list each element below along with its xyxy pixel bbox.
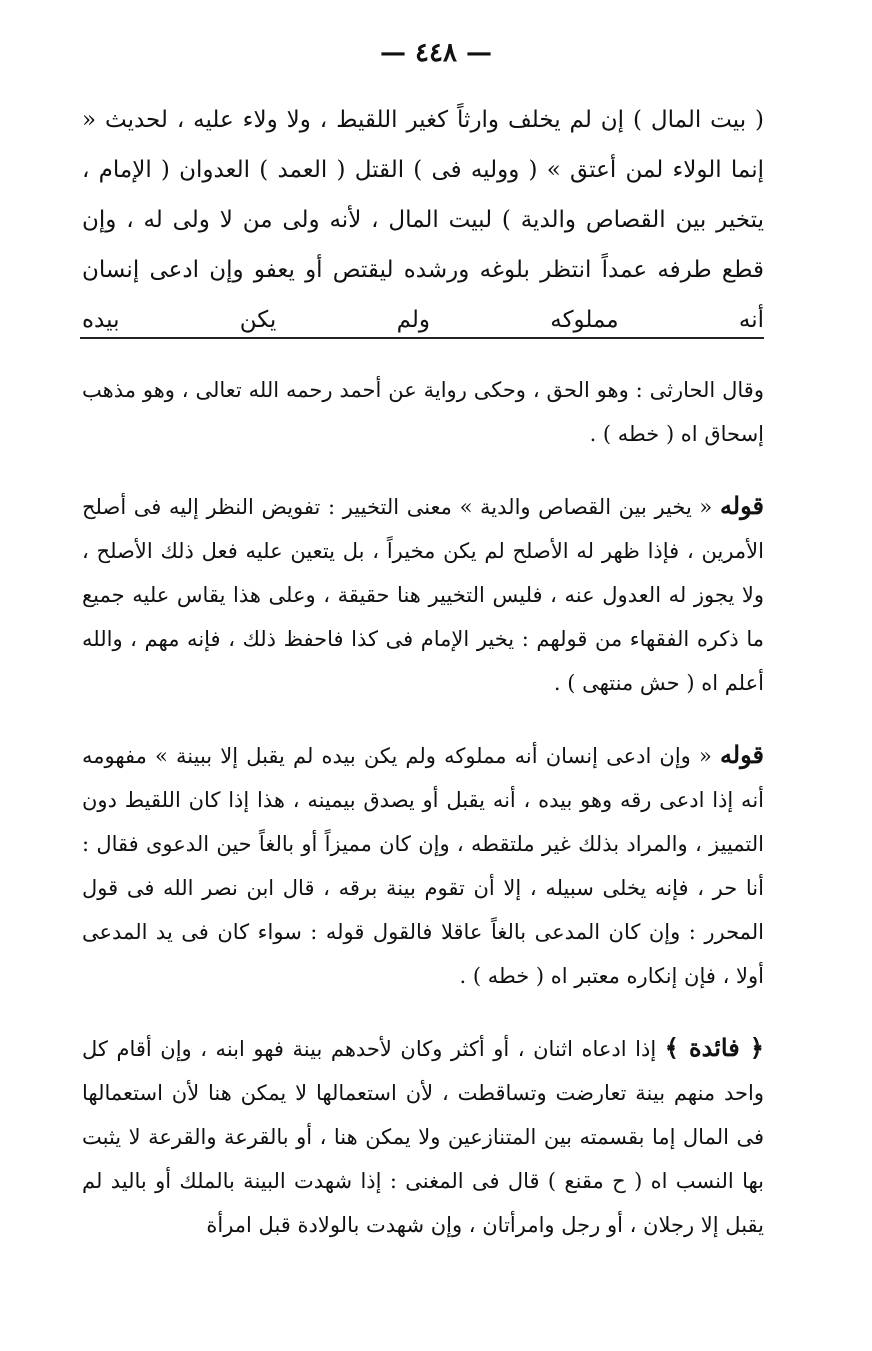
main-text-block: [82, 95, 764, 345]
footnote-2-lead: قوله: [719, 491, 764, 520]
footnote-4-lead: ﴿ فائدة ﴾: [664, 1033, 764, 1062]
footnote-1: [82, 368, 764, 456]
footnote-3: [82, 733, 764, 998]
page-number: — ٤٤٨ —: [379, 38, 493, 68]
footnote-3-lead: قوله: [719, 740, 764, 769]
footnotes-section: [82, 368, 764, 1275]
footnote-2-text: « يخير بين القصاص والدية » معنى التخيير : تفويض النظر إليه فى أصلح الأمرين ، فإذا ظهر له الأصلح لم يكن مخيراً ، بل يتعين عليه فعل ذلك الأصلح ، ولا يجوز له العدول عنه ، فليس التخيير هنا حقيقة ، وعلى هذا يقاس عليه جميع ما ذكره الفقهاء من قولهم : يخير الإمام فى كذا فاحفظ ذلك ، فإنه مهم ، والله أعلم اه ( حش منتهى ) .: [82, 495, 764, 695]
main-paragraph: ( بيت المال ) إن لم يخلف وارثاً كغير اللقيط ، ولا ولاء عليه ، لحديث « إنما الولاء لمن أعتق » ( ووليه فى ) القتل ( العمد ) العدوان ( الإمام ، يتخير بين القصاص والدية ) لبيت المال ، لأنه ولى من لا ولى له ، وإن قطع طرفه عمداً انتظر بلوغه ورشده ليقتص أو يعفو وإن ادعى إنسان أنه مملوكه ولم يكن بيده: [82, 107, 764, 333]
footnote-2: [82, 484, 764, 705]
footnote-divider: [80, 337, 764, 339]
footnote-4: [82, 1026, 764, 1247]
footnote-3-text: « وإن ادعى إنسان أنه مملوكه ولم يكن بيده لم يقبل إلا ببينة » مفهومه أنه إذا ادعى رقه وهو بيده ، أنه يقبل أو يصدق بيمينه ، هذا إذا كان اللقيط دون التمييز ، والمراد بذلك غير ملتقطه ، وإن كان مميزاً أو بالغاً حين الدعوى فقال : أنا حر ، فإنه يخلى سبيله ، إلا أن تقوم بينة برقه ، قال ابن نصر الله فى قول المحرر : وإن كان المدعى بالغاً عاقلا فالقول قوله : سواء كان فى يد المدعى أولا ، فإن إنكاره معتبر اه ( خطه ) .: [82, 744, 764, 988]
footnote-1-text: وقال الحارثى : وهو الحق ، وحكى رواية عن أحمد رحمه الله تعالى ، وهو مذهب إسحاق اه ( خطه ) .: [82, 378, 764, 446]
footnote-4-text: إذا ادعاه اثنان ، أو أكثر وكان لأحدهم بينة فهو ابنه ، وإن أقام كل واحد منهم بينة تعارضت وتساقطت ، لأن استعمالها لا يمكن هنا لأن استعمالها فى المال إما بقسمته بين المتنازعين ولا يمكن هنا ، أو بالقرعة والقرعة لا يثبت بها النسب اه ( ح مقنع ) قال فى المغنى : إذا شهدت البينة بالملك أو باليد لم يقبل إلا رجلان ، أو رجل وامرأتان ، وإن شهدت بالولادة قبل امرأة: [82, 1037, 764, 1237]
